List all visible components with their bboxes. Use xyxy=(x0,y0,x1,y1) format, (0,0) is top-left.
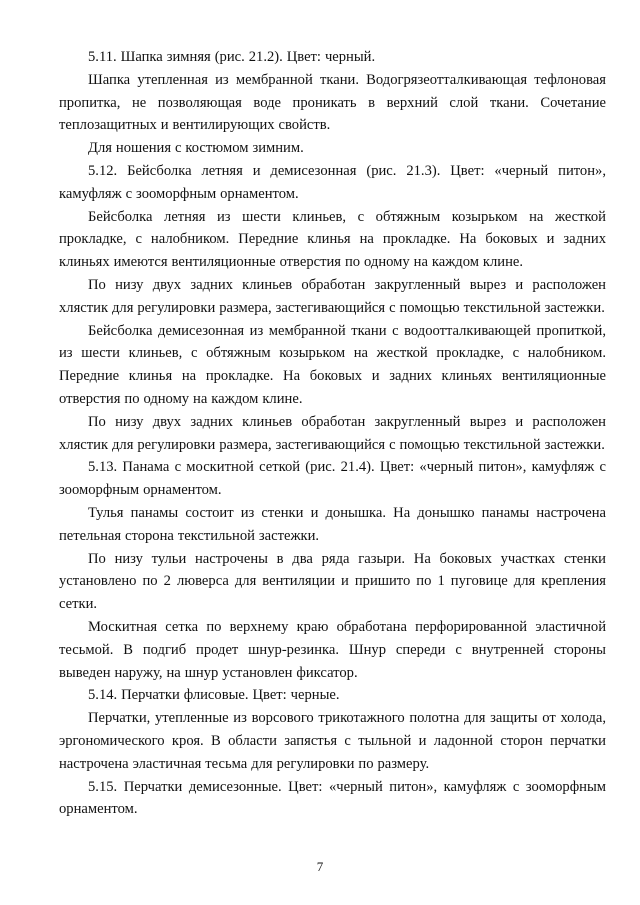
section-heading-5-13: 5.13. Панама с москитной сеткой (рис. 21.4). Цвет: «черный питон», камуфляж с зооморфным орнаментом. xyxy=(59,459,606,499)
section-heading-5-12: 5.12. Бейсболка летняя и демисезонная (рис. 21.3). Цвет: «черный питон», камуфляж с зооморфным орнаментом. xyxy=(59,162,606,202)
paragraph: Перчатки, утепленные из ворсового трикотажного полотна для защиты от холода, эргономического кроя. В области запястья с тыльной и ладонной сторон перчатки настрочена эластичная тесьма для регулировки по размеру. xyxy=(59,710,606,772)
paragraph: По низу двух задних клиньев обработан закругленный вырез и расположен хлястик для регулировки размера, застегивающийся с помощью текстильной застежки. xyxy=(59,276,606,316)
section-heading-5-11: 5.11. Шапка зимняя (рис. 21.2). Цвет: черный. xyxy=(88,49,376,65)
section-heading-5-15: 5.15. Перчатки демисезонные. Цвет: «черный питон», камуфляж с зооморфным орнаментом. xyxy=(59,778,606,818)
document-body xyxy=(59,46,606,821)
paragraph: Москитная сетка по верхнему краю обработана перфорированной эластичной тесьмой. В подгиб продет шнур-резинка. Шнур спереди с внутренней стороны выведен наружу, на шнур установлен фиксатор. xyxy=(59,618,606,681)
paragraph: Для ношения с костюмом зимним. xyxy=(88,140,304,157)
paragraph: По низу тульи настрочены в два ряда газыри. На боковых участках стенки установлено по 2 люверса для вентиляции и пришито по 1 пуговице для крепления сетки. xyxy=(59,550,606,613)
paragraph: По низу двух задних клиньев обработан закругленный вырез и расположен хлястик для регулировки размера, застегивающийся с помощью текстильной застежки. xyxy=(59,413,606,453)
paragraph: Тулья панамы состоит из стенки и донышка. На донышко панамы настрочена петельная сторона текстильной застежки. xyxy=(59,504,606,544)
section-heading-5-14: 5.14. Перчатки флисовые. Цвет: черные. xyxy=(88,687,340,704)
paragraph: Бейсболка демисезонная из мембранной ткани с водоотталкивающей пропиткой, из шести клиньев, с обтяжным козырьком на жесткой прокладке, с налобником. Передние клинья на прокладке. На боковых и задних клиньях вентиляционные отверстия по одному на каждом клине. xyxy=(59,322,606,407)
paragraph: Бейсболка летняя из шести клиньев, с обтяжным козырьком на жесткой прокладке, с налобником. Передние клинья на прокладке. На боковых и задних клиньях имеются вентиляционные отверстия по одному на каждом клине. xyxy=(59,208,606,271)
page-number: 7 xyxy=(316,859,324,874)
paragraph: Шапка утепленная из мембранной ткани. Водогрязеотталкивающая тефлоновая пропитка, не позволяющая воде проникать в верхний слой ткани. Сочетание теплозащитных и вентилирующих свойств. xyxy=(59,71,606,134)
